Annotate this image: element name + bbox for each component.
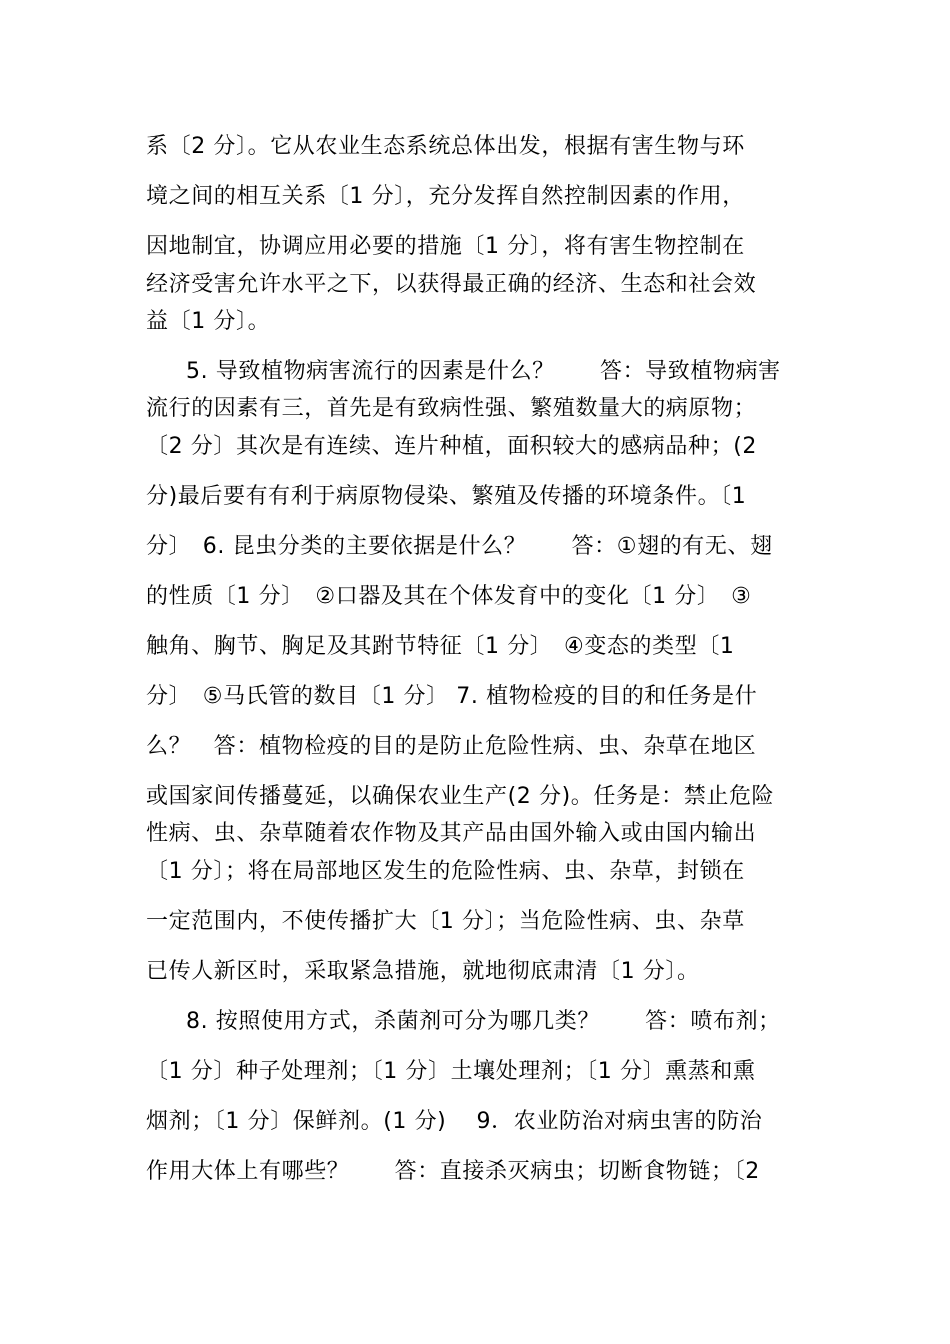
text-line: 或国家间传播蔓延，以确保农业生产(2 分)。任务是：禁止危险 [146, 784, 775, 809]
question-9-line: 烟剂；〔1 分〕保鲜剂。(1 分) 9．农业防治对病虫害的防治 [146, 1109, 763, 1134]
question-8-line: 8. 按照使用方式，杀菌剂可分为哪几类？ 答：喷布剂； [186, 1009, 781, 1034]
text-line: 么？ 答：植物检疫的目的是防止危险性病、虫、杂草在地区 [146, 734, 757, 759]
text-line: 〔1 分〕种子处理剂；〔1 分〕土壤处理剂；〔1 分〕熏蒸和熏 [146, 1059, 756, 1084]
question-7-line: 分〕 ⑤马氏管的数目〔1 分〕 7. 植物检疫的目的和任务是什 [146, 684, 758, 709]
text-line: 流行的因素有三，首先是有致病性强、繁殖数量大的病原物； [146, 396, 757, 421]
text-line: 的性质〔1 分〕 ②口器及其在个体发育中的变化〔1 分〕 ③ [146, 584, 752, 609]
text-line: 系〔2 分〕。它从农业生态系统总体出发，根据有害生物与环 [146, 134, 745, 159]
question-5-line: 5. 导致植物病害流行的因素是什么？ 答：导致植物病害 [186, 359, 781, 384]
text-line: 益〔1 分〕。 [146, 309, 271, 334]
text-line: 经济受害允许水平之下，以获得最正确的经济、生态和社会效 [146, 272, 757, 297]
text-line: 境之间的相互关系〔1 分〕，充分发挥自然控制因素的作用， [146, 184, 745, 209]
text-line: 性病、虫、杂草随着农作物及其产品由国外输入或由国内输出 [146, 821, 757, 846]
text-line: 〔2 分〕其次是有连续、连片种植，面积较大的感病品种；(2 [146, 434, 757, 459]
text-line: 〔1 分〕；将在局部地区发生的危险性病、虫、杂草，封锁在 [146, 859, 745, 884]
text-line: 一定范围内，不使传播扩大〔1 分〕；当危险性病、虫、杂草 [146, 909, 745, 934]
text-line: 分)最后要有有利于病原物侵染、繁殖及传播的环境条件。〔1 [146, 484, 747, 509]
question-6-line: 分〕 6. 昆虫分类的主要依据是什么？ 答：①翅的有无、翅 [146, 534, 773, 559]
text-line: 作用大体上有哪些？ 答：直接杀灭病虫；切断食物链；〔2 [146, 1159, 760, 1184]
text-line: 触角、胸节、胸足及其跗节特征〔1 分〕 ④变态的类型〔1 [146, 634, 735, 659]
text-line: 因地制宜，协调应用必要的措施〔1 分〕，将有害生物控制在 [146, 234, 745, 259]
text-line: 已传人新区时，采取紧急措施，就地彻底肃清〔1 分〕。 [146, 959, 700, 984]
